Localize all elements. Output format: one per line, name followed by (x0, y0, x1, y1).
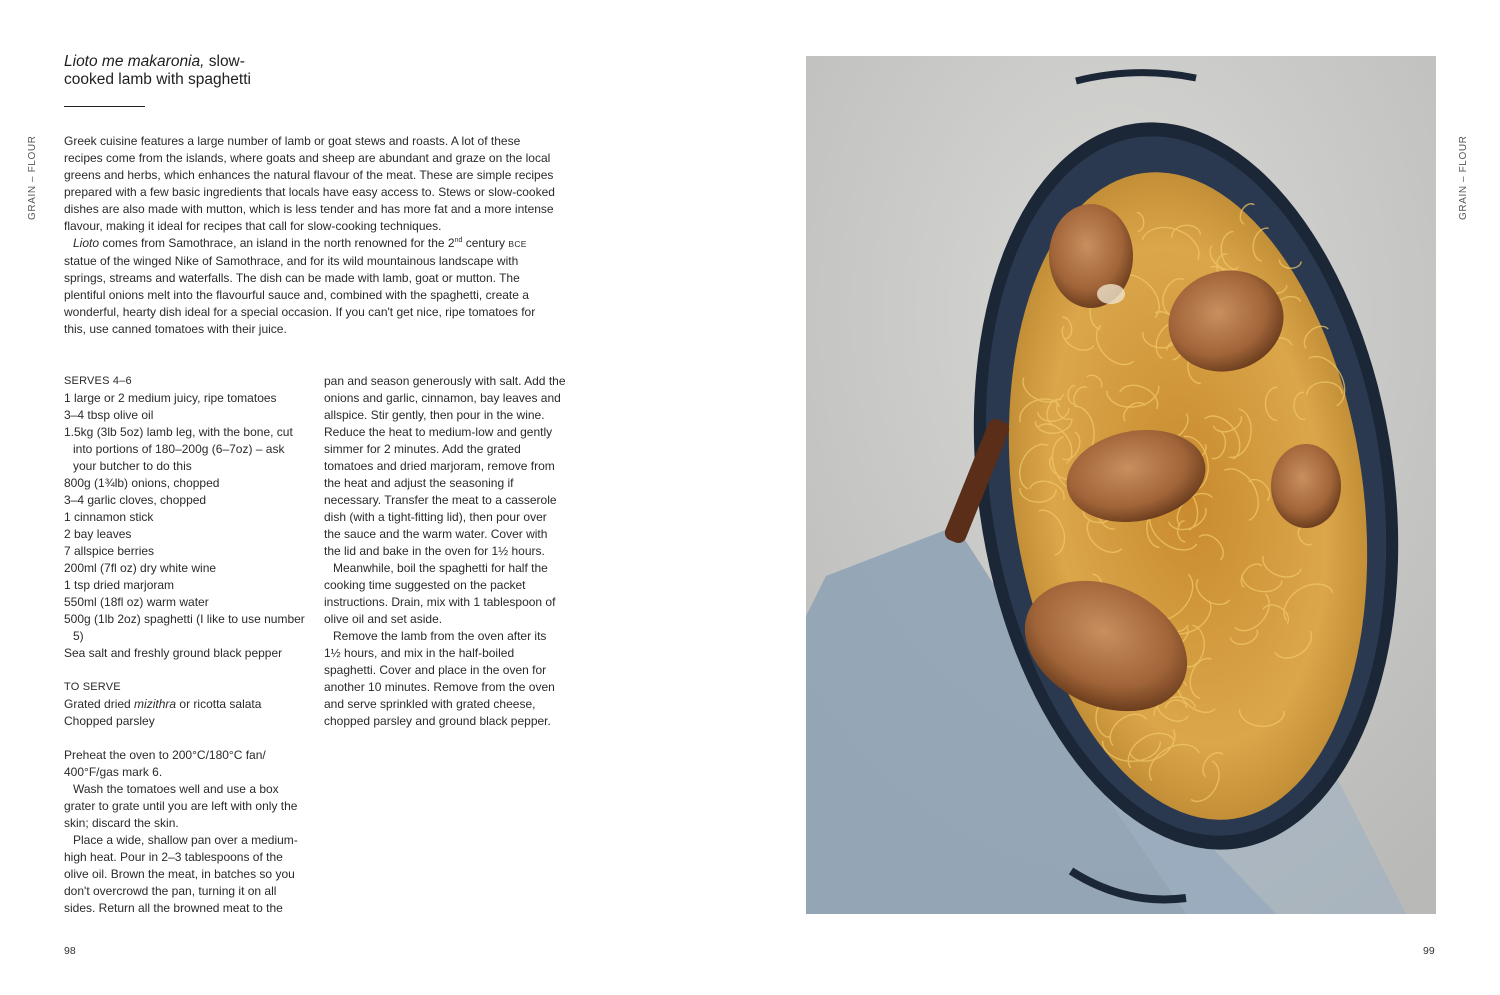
dish-illustration (806, 56, 1436, 914)
intro-paragraph-1: Greek cuisine features a large number of lamb or goat stews and roasts. A lot of these recipes come from the islands, where goats and sheep are abundant and graze on the local greens and herbs, which enhances the natural flavour of the meat. These are simple recipes prepared with a few basic ingredients that locals have easy access to. Stews or slow-cooked dishes are also made with mutton, which is less tender and has more fat and a more intense flavour, making it ideal for recipes that call for slow-cooking techniques. (64, 134, 555, 233)
ingredient-item: 3–4 garlic cloves, chopped (64, 493, 207, 507)
title-rule (64, 106, 145, 107)
page-number-left: 98 (64, 945, 76, 957)
ingredient-item: 550ml (18fl oz) warm water (64, 595, 209, 609)
method-right (324, 373, 566, 730)
method-paragraph: Wash the tomatoes well and use a box grater to grate until you are left with only the skin; discard the skin. (64, 782, 298, 830)
method-left (64, 747, 309, 917)
ingredient-list (64, 390, 309, 662)
method-paragraph: Remove the lamb from the oven after its 1½ hours, and mix in the half-boiled spaghetti. Cover and place in the oven for another 10 minutes. Remove from the oven and serve sprinkled with grated cheese, chopped parsley and ground black pepper. (324, 629, 555, 728)
lamb-bone (1097, 284, 1125, 304)
ingredient-item: 7 allspice berries (64, 544, 155, 558)
serves-label: SERVES 4–6 (64, 375, 132, 387)
page-number-right: 99 (1423, 945, 1435, 957)
to-serve-item (64, 696, 309, 713)
recipe-title (64, 53, 294, 89)
recipe-title-greek: Lioto me makaronia, (64, 53, 205, 70)
intro-text-c: statue of the winged Nike of Samothrace, and for its wild mountainous landscape with springs, streams and waterfalls. The dish can be made with lamb, goat or mutton. The plentiful onions melt into the flavourful sauce and, combined with the spaghetti, create a wonderful, hearty dish ideal for a special occasion. If you can't get nice, ripe tomatoes for this, use canned tomatoes with their juice. (64, 254, 536, 336)
intro-era: BCE (508, 239, 527, 249)
lamb-piece (1271, 444, 1341, 528)
ingredient-item: 1.5kg (3lb 5oz) lamb leg, with the bone, cut into portions of 180–200g (6–7oz) – ask your butcher to do this (64, 425, 293, 473)
to-serve-text-a: Grated dried (64, 697, 135, 711)
to-serve-mizithra: mizithra (134, 697, 177, 711)
intro-paragraph-2 (64, 235, 560, 338)
recipe-title-english: slow-cooked lamb with spaghetti (64, 53, 251, 88)
intro-text-b: century (462, 236, 509, 250)
to-serve-text-b: or ricotta salata (176, 697, 262, 711)
section-label-right: GRAIN – FLOUR (1458, 135, 1469, 220)
section-label-left: GRAIN – FLOUR (27, 135, 38, 220)
method-paragraph: Place a wide, shallow pan over a medium-high heat. Pour in 2–3 tablespoons of the olive oil. Brown the meat, in batches so you don't overcrowd the pan, turning it on all sides. Return all the browned meat to the (64, 833, 298, 915)
ingredient-item: 2 bay leaves (64, 527, 132, 541)
ingredient-item: 3–4 tbsp olive oil (64, 408, 154, 422)
method-paragraph: Meanwhile, boil the spaghetti for half the cooking time suggested on the packet instructions. Drain, mix with 1 tablespoon of olive oil and set aside. (324, 561, 556, 626)
ingredient-item: 1 cinnamon stick (64, 510, 154, 524)
ingredient-item: 1 large or 2 medium juicy, ripe tomatoes (64, 391, 277, 405)
to-serve-heading: TO SERVE (64, 681, 121, 693)
method-paragraph: Preheat the oven to 200°C/180°C fan/ 400°F/gas mark 6. (64, 748, 266, 779)
intro-lioto: Lioto (73, 236, 100, 250)
ingredient-item: 500g (1lb 2oz) spaghetti (I like to use number 5) (64, 612, 305, 643)
intro-ordinal: nd (454, 237, 463, 244)
intro-text-a: comes from Samothrace, an island in the north renowned for the 2 (99, 236, 455, 250)
ingredient-item: Sea salt and freshly ground black pepper (64, 646, 283, 660)
ingredient-item: 200ml (7fl oz) dry white wine (64, 561, 217, 575)
recipe-intro (64, 133, 560, 338)
to-serve-item: Chopped parsley (64, 714, 155, 728)
dish-photo (806, 56, 1436, 914)
ingredients-column (64, 373, 309, 917)
ingredient-item: 1 tsp dried marjoram (64, 578, 175, 592)
method-paragraph: pan and season generously with salt. Add the onions and garlic, cinnamon, bay leaves and allspice. Stir gently, then pour in the wine. Reduce the heat to medium-low and gently simmer for 2 minutes. Add the grated tomatoes and dried marjoram, remove from the heat and adjust the seasoning if necessary. Transfer the meat to a casserole dish (with a tight-fitting lid), then pour over the sauce and the warm water. Cover with the lid and bake in the oven for 1½ hours. (324, 374, 566, 558)
ingredient-item: 800g (1¾lb) onions, chopped (64, 476, 220, 490)
